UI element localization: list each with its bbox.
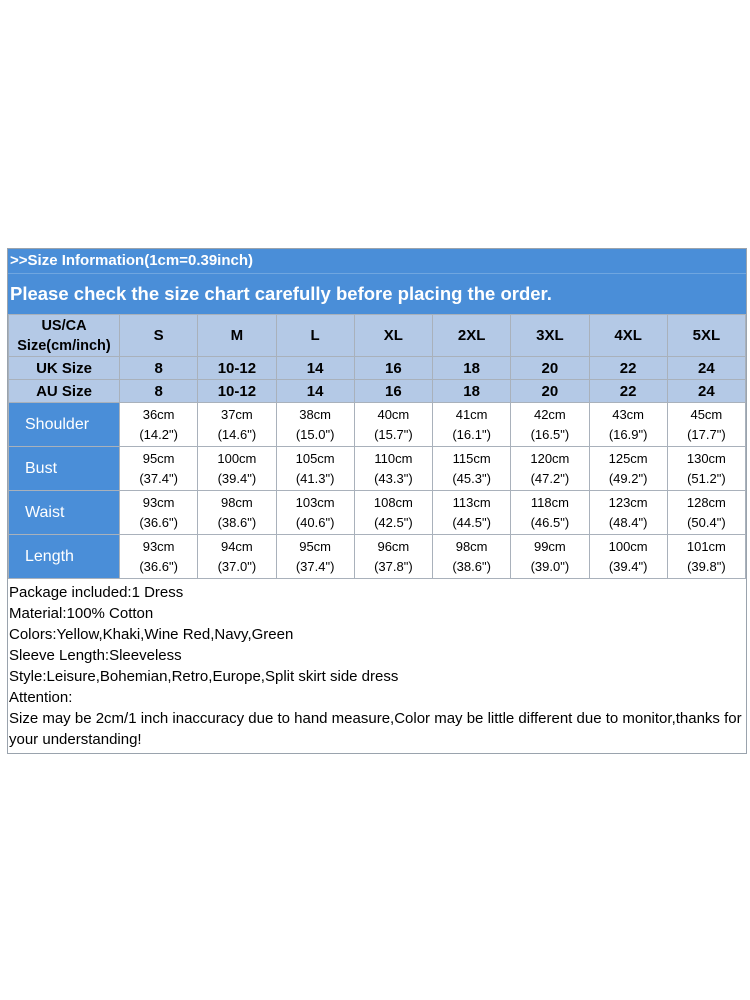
inch-value: (43.3") <box>374 470 413 486</box>
measurement-row-bust <box>9 447 746 491</box>
inch-value: (17.7") <box>687 426 726 442</box>
measurement-row-waist <box>9 491 746 535</box>
measurement-cell <box>589 447 667 491</box>
size-5xl: 5XL <box>667 315 745 357</box>
size-xl: XL <box>354 315 432 357</box>
measurement-cell <box>120 403 198 447</box>
colors: Colors:Yellow,Khaki,Wine Red,Navy,Green <box>9 626 294 643</box>
inch-value: (37.4") <box>139 470 178 486</box>
measurement-rows <box>9 403 746 579</box>
uk-size-cell: 18 <box>433 357 511 380</box>
cm-value: 110cm <box>374 450 413 466</box>
size-chart <box>7 248 747 754</box>
inch-value: (14.2") <box>139 426 178 442</box>
size-info-banner: >>Size Information(1cm=0.39inch) <box>8 249 746 274</box>
cm-value: 118cm <box>530 494 569 510</box>
inch-value: (38.6") <box>452 558 491 574</box>
au-size-cell: 10-12 <box>198 380 276 403</box>
cm-value: 125cm <box>608 450 648 466</box>
measurement-cell <box>198 447 276 491</box>
cm-value: 123cm <box>608 494 648 510</box>
measurement-row-shoulder <box>9 403 746 447</box>
au-size-cell: 16 <box>354 380 432 403</box>
inch-value: (42.5") <box>374 514 413 530</box>
inch-value: (45.3") <box>452 470 491 486</box>
inch-value: (37.8") <box>374 558 413 574</box>
inch-value: (14.6") <box>217 426 257 442</box>
measurement-cell <box>589 535 667 579</box>
inch-value: (37.0") <box>217 558 257 574</box>
inch-value: (40.6") <box>295 514 335 530</box>
cm-value: 128cm <box>686 494 726 510</box>
uk-size-cell: 8 <box>120 357 198 380</box>
measurement-cell <box>276 447 354 491</box>
measurement-cell <box>354 491 432 535</box>
size-m: M <box>198 315 276 357</box>
cm-value: 108cm <box>373 494 413 510</box>
cm-value: 38cm <box>299 406 332 422</box>
inch-value: (36.6") <box>139 558 178 574</box>
inch-value: (44.5") <box>452 514 491 530</box>
cm-value: 41cm <box>455 406 488 422</box>
cm-value: 93cm <box>142 538 175 554</box>
attention-note: Size may be 2cm/1 inch inaccuracy due to hand measure,Color may be little different due to monitor,thanks for your understanding! <box>9 710 742 748</box>
cm-value: 95cm <box>142 450 175 466</box>
cm-value: 40cm <box>377 406 410 422</box>
measurement-cell <box>589 491 667 535</box>
style: Style:Leisure,Bohemian,Retro,Europe,Split skirt side dress <box>9 668 399 685</box>
measurement-cell <box>667 403 745 447</box>
cm-value: 94cm <box>220 538 253 554</box>
uk-size-row <box>9 357 746 380</box>
measurement-cell <box>198 491 276 535</box>
measurement-cell <box>433 447 511 491</box>
measurement-cell <box>276 535 354 579</box>
cm-value: 95cm <box>299 538 332 554</box>
inch-value: (51.2") <box>687 470 726 486</box>
inch-value: (36.6") <box>139 514 178 530</box>
measurement-cell <box>511 447 589 491</box>
measurement-cell <box>354 403 432 447</box>
inch-value: (16.5") <box>530 426 570 442</box>
size-2xl: 2XL <box>433 315 511 357</box>
inch-value: (15.0") <box>295 426 335 442</box>
measurement-label: Bust <box>9 447 120 491</box>
au-size-cell: 8 <box>120 380 198 403</box>
measurement-cell <box>511 491 589 535</box>
inch-value: (37.4") <box>295 558 335 574</box>
measurement-cell <box>589 403 667 447</box>
measurement-cell <box>354 535 432 579</box>
size-3xl: 3XL <box>511 315 589 357</box>
size-table <box>8 314 746 579</box>
measurement-cell <box>511 535 589 579</box>
cm-value: 98cm <box>220 494 253 510</box>
uk-size-cell: 24 <box>667 357 745 380</box>
measurement-cell <box>120 491 198 535</box>
inch-value: (15.7") <box>374 426 413 442</box>
inch-value: (38.6") <box>217 514 257 530</box>
au-size-row <box>9 380 746 403</box>
uk-size-cell: 16 <box>354 357 432 380</box>
inch-value: (39.0") <box>530 558 570 574</box>
measurement-label: Length <box>9 535 120 579</box>
inch-value: (50.4") <box>687 514 726 530</box>
material: Material:100% Cotton <box>9 605 154 622</box>
size-4xl: 4XL <box>589 315 667 357</box>
measurement-cell <box>433 535 511 579</box>
measurement-label: Shoulder <box>9 403 120 447</box>
us-ca-label: US/CA <box>41 317 87 334</box>
cm-value: 100cm <box>608 538 648 554</box>
inch-value: (41.3") <box>295 470 335 486</box>
inch-value: (47.2") <box>530 470 570 486</box>
measurement-cell <box>354 447 432 491</box>
cm-value: 96cm <box>377 538 410 554</box>
measurement-cell <box>667 535 745 579</box>
au-size-label: AU Size <box>9 380 120 403</box>
measurement-cell <box>198 403 276 447</box>
measurement-cell <box>198 535 276 579</box>
us-ca-size-row <box>9 315 746 357</box>
cm-value: 98cm <box>455 538 488 554</box>
measurement-cell <box>511 403 589 447</box>
measurement-cell <box>433 403 511 447</box>
au-size-cell: 20 <box>511 380 589 403</box>
measurement-cell <box>276 403 354 447</box>
inch-value: (39.4") <box>608 558 648 574</box>
cm-value: 42cm <box>533 406 566 422</box>
sleeve-length: Sleeve Length:Sleeveless <box>9 647 182 664</box>
measurement-cell <box>120 535 198 579</box>
measurement-cell <box>120 447 198 491</box>
measurement-cell <box>276 491 354 535</box>
cm-value: 101cm <box>686 538 726 554</box>
inch-value: (39.4") <box>217 470 257 486</box>
product-info <box>8 579 746 753</box>
measurement-label: Waist <box>9 491 120 535</box>
cm-value: 43cm <box>612 406 645 422</box>
cm-value: 105cm <box>295 450 335 466</box>
package-included: Package included:1 Dress <box>9 584 184 601</box>
cm-value: 99cm <box>533 538 566 554</box>
cm-value: 45cm <box>690 406 723 422</box>
au-size-cell: 22 <box>589 380 667 403</box>
cm-value: 115cm <box>452 450 491 466</box>
us-ca-size-label <box>9 315 120 357</box>
au-size-cell: 14 <box>276 380 354 403</box>
uk-size-cell: 14 <box>276 357 354 380</box>
measurement-cell <box>667 447 745 491</box>
cm-value: 36cm <box>142 406 175 422</box>
measurement-row-length <box>9 535 746 579</box>
cm-value: 37cm <box>220 406 253 422</box>
cm-value: 103cm <box>295 494 335 510</box>
attention-label: Attention: <box>9 689 73 706</box>
au-size-cell: 18 <box>433 380 511 403</box>
measurement-cell <box>667 491 745 535</box>
cm-value: 120cm <box>530 450 570 466</box>
uk-size-label: UK Size <box>9 357 120 380</box>
cm-value: 130cm <box>686 450 726 466</box>
cm-value: 113cm <box>452 494 491 510</box>
uk-size-cell: 20 <box>511 357 589 380</box>
uk-size-cell: 22 <box>589 357 667 380</box>
inch-value: (48.4") <box>608 514 648 530</box>
size-notice-banner: Please check the size chart carefully before placing the order. <box>8 274 746 314</box>
size-s: S <box>120 315 198 357</box>
size-unit-label: Size(cm/inch) <box>17 337 111 354</box>
size-l: L <box>276 315 354 357</box>
inch-value: (39.8") <box>687 558 726 574</box>
inch-value: (16.9") <box>608 426 648 442</box>
uk-size-cell: 10-12 <box>198 357 276 380</box>
inch-value: (46.5") <box>530 514 570 530</box>
au-size-cell: 24 <box>667 380 745 403</box>
inch-value: (49.2") <box>608 470 648 486</box>
inch-value: (16.1") <box>452 426 491 442</box>
measurement-cell <box>433 491 511 535</box>
cm-value: 100cm <box>217 450 257 466</box>
cm-value: 93cm <box>142 494 175 510</box>
